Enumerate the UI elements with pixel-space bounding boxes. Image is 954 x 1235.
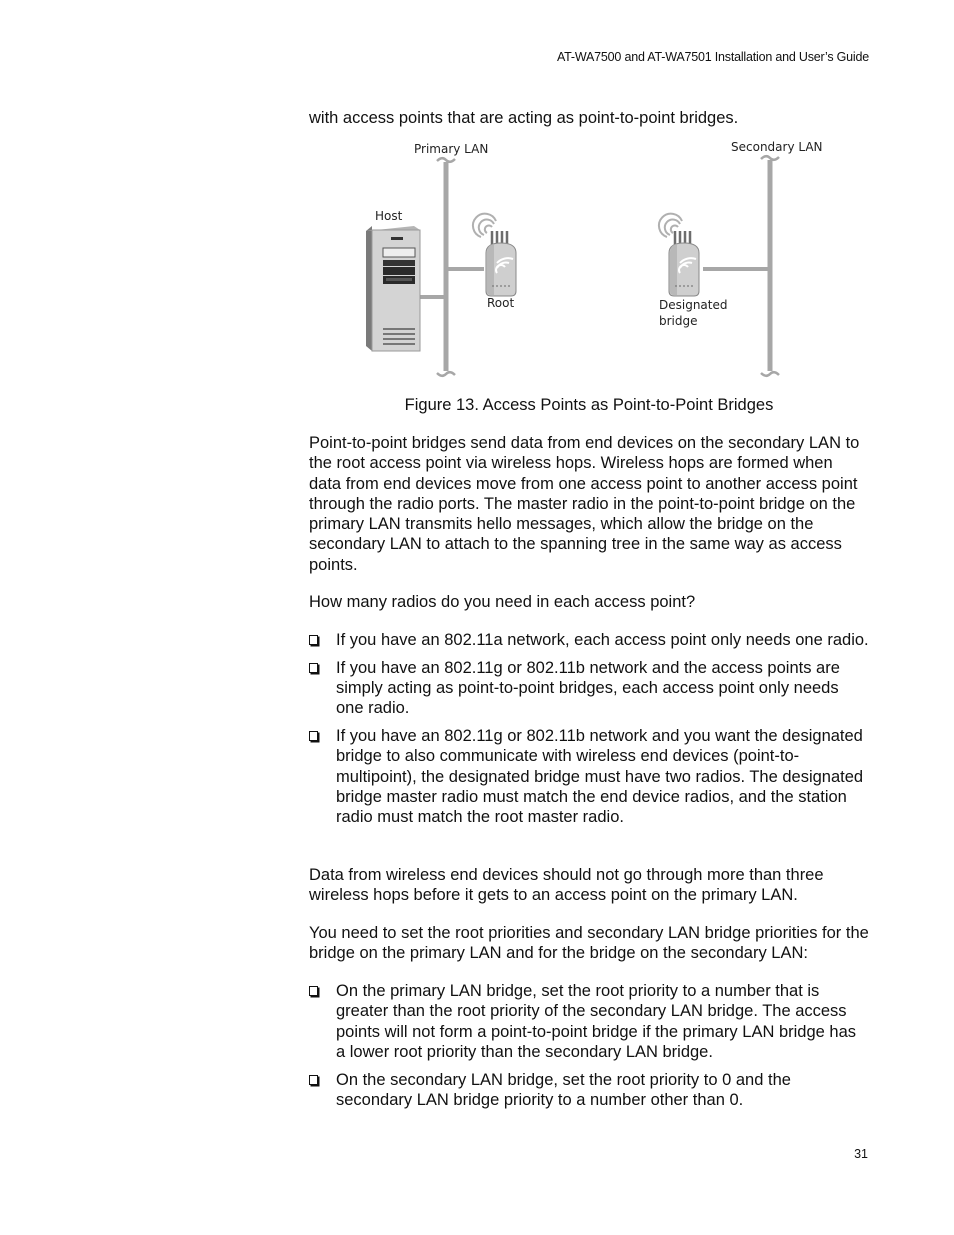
designated-label-line1: Designated bbox=[659, 298, 728, 312]
designated-bridge-access-point-icon bbox=[659, 214, 699, 296]
page-header: AT-WA7500 and AT-WA7501 Installation and User’s Guide bbox=[556, 50, 869, 64]
checkbox-bullet-icon bbox=[309, 635, 318, 645]
list-item: If you have an 802.11a network, each access point only needs one radio. bbox=[309, 630, 869, 650]
page-number: 31 bbox=[854, 1147, 868, 1161]
checkbox-bullet-icon bbox=[309, 663, 318, 673]
paragraph-priorities: You need to set the root priorities and secondary LAN bridge priorities for the bridge on the primary LAN and for the bridge on the secondary LAN: bbox=[309, 924, 869, 963]
paragraph-bridges: Point-to-point bridges send data from end devices on the secondary LAN to the root access point via wireless hops. Wireless hops are formed when data from end devices move from one access point to another access point through the radio ports. The master radio in the point-to-point bridge on the primary LAN transmits hello messages, which allow the bridge on the secondary LAN to attach to the spanning tree in the same way as access points. bbox=[309, 434, 860, 574]
intro-line: with access points that are acting as point-to-point bridges. bbox=[309, 109, 739, 127]
paragraph-hops: Data from wireless end devices should not go through more than three wireless hops before it gets to an access point on the primary LAN. bbox=[309, 866, 824, 905]
checkbox-bullet-icon bbox=[309, 731, 318, 741]
list-item: On the primary LAN bridge, set the root priority to a number that is greater than the root priority of the secondary LAN bridge. The access points will not form a point-to-point bridge if the primary LAN bridge has a lower root priority than the secondary LAN bridge. bbox=[309, 981, 869, 1062]
secondary-lan-bus bbox=[761, 156, 779, 376]
figure-caption: Figure 13. Access Points as Point-to-Point Bridges bbox=[404, 396, 774, 414]
network-diagram bbox=[300, 135, 860, 385]
designated-label-line2: bridge bbox=[659, 314, 698, 328]
host-server-icon bbox=[366, 226, 420, 351]
checkbox-bullet-icon bbox=[309, 986, 318, 996]
list-item: If you have an 802.11g or 802.11b network and you want the designated bridge to also communicate with wireless end devices (point-to-multipoint), the designated bridge must have two radios. The designated bridge master radio must match the end device radios, and the station radio must match the root master radio. bbox=[309, 726, 869, 827]
secondary-lan-label: Secondary LAN bbox=[731, 140, 823, 154]
radio-bullet-list bbox=[309, 630, 869, 835]
diagram-svg bbox=[300, 135, 860, 385]
list-item: On the secondary LAN bridge, set the root priority to 0 and the secondary LAN bridge priority to a number other than 0. bbox=[309, 1070, 869, 1111]
root-label: Root bbox=[487, 296, 515, 310]
priority-bullet-list bbox=[309, 981, 869, 1118]
host-label: Host bbox=[375, 209, 403, 223]
checkbox-bullet-icon bbox=[309, 1075, 318, 1085]
primary-lan-label: Primary LAN bbox=[414, 142, 489, 156]
paragraph-radios-question: How many radios do you need in each access point? bbox=[309, 593, 696, 611]
root-access-point-icon bbox=[473, 214, 516, 296]
list-item: If you have an 802.11g or 802.11b network and the access points are simply acting as point-to-point bridges, each access point only needs one radio. bbox=[309, 658, 869, 719]
